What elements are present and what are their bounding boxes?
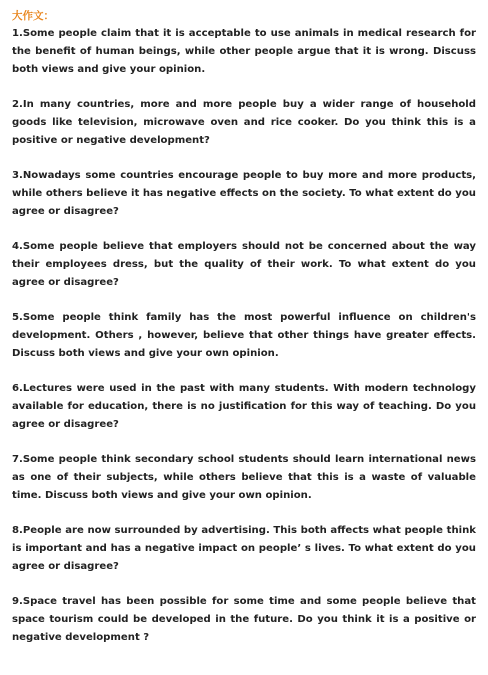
question-item-3: 3.Nowadays some countries encourage people to buy more and more products, while others believe it has negative effects on the society. To what extent do you agree or disagree? [12,170,476,217]
question-item-7: 7.Some people think secondary school students should learn international news as one of their subjects, while others believe that this is a waste of valuable time. Discuss both views and give your own opinion. [12,454,476,501]
question-item-6: 6.Lectures were used in the past with many students. With modern technology available for education, there is no justification for this way of teaching. Do you agree or disagree? [12,383,476,430]
question-item-2: 2.In many countries, more and more people buy a wider range of household goods like television, microwave oven and rice cooker. Do you think this is a positive or negative development? [12,99,476,146]
section-heading: 大作文： [12,10,54,22]
essay-topics-page [12,9,476,647]
question-item-4: 4.Some people believe that employers should not be concerned about the way their employees dress, but the quality of their work. To what extent do you agree or disagree? [12,241,476,288]
question-item-1: 1.Some people claim that it is acceptable to use animals in medical research for the benefit of human beings, while other people argue that it is wrong. Discuss both views and give your opinion. [12,28,476,75]
question-item-9: 9.Space travel has been possible for some time and some people believe that space tourism could be developed in the future. Do you think it is a positive or negative development ? [12,596,476,643]
question-item-5: 5.Some people think family has the most powerful influence on children's development. Others , however, believe that other things have greater effects. Discuss both views and give your own opinion. [12,312,476,359]
question-item-8: 8.People are now surrounded by advertising. This both affects what people think is important and has a negative impact on people’ s lives. To what extent do you agree or disagree? [12,525,476,572]
